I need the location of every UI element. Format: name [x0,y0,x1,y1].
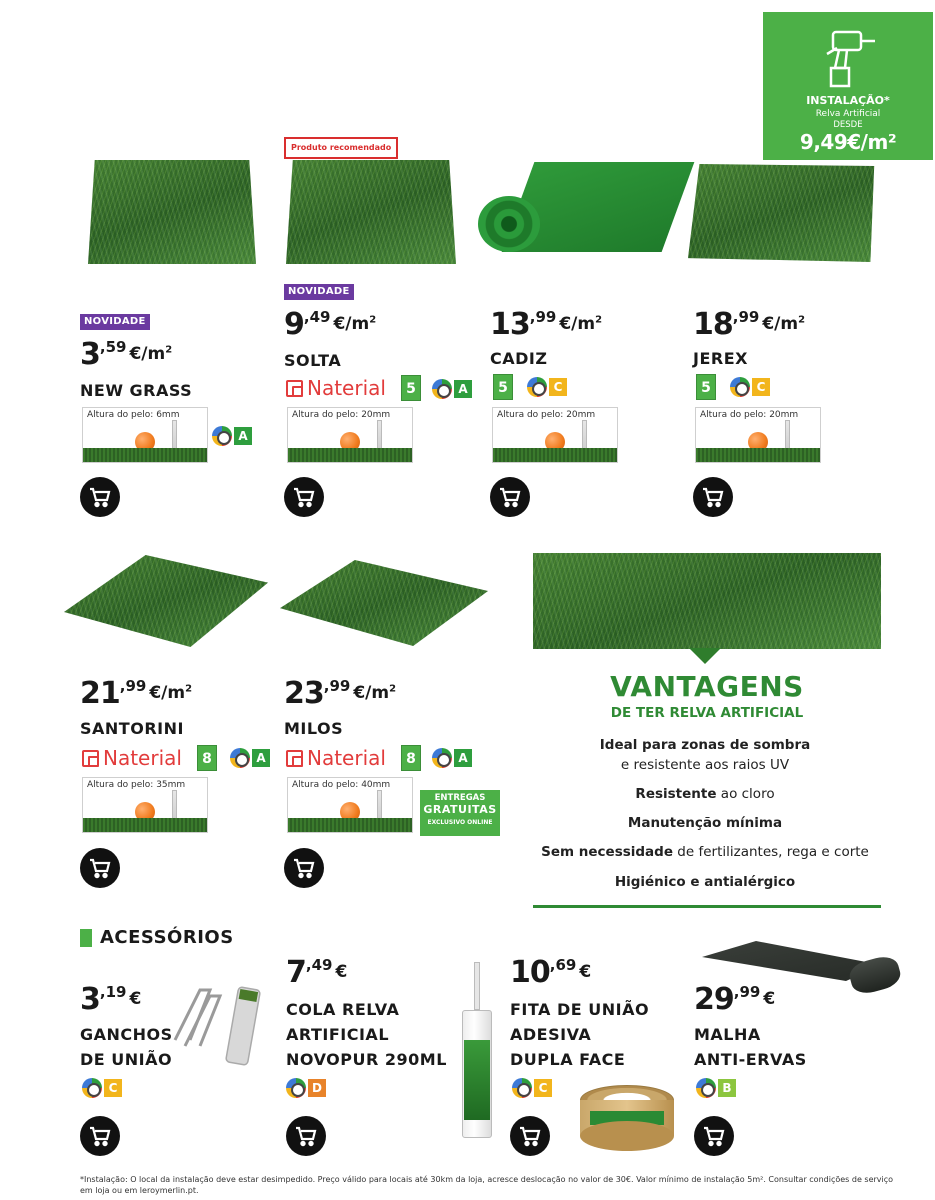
cart-icon [701,485,725,509]
cart-icon [292,856,316,880]
pile-height-box [82,407,208,463]
product-image-cadiz[interactable] [478,160,678,264]
new-badge: NOVIDADE [80,314,150,330]
advantage-item: Manutenção mínima [627,815,783,831]
cart-icon [88,1124,112,1148]
add-to-cart-button[interactable] [694,1116,734,1156]
eco-score: D [286,1078,326,1098]
eco-score-icon [432,748,452,768]
installation-subtitle: Relva Artificial [815,109,881,119]
add-to-cart-button[interactable] [284,848,324,888]
product-image-jerex[interactable] [688,164,878,262]
free-shipping-badge: ENTREGAS GRATUITAS EXCLUSIVO ONLINE [420,790,500,836]
accessory-price: 3,19 € [80,982,142,1017]
product-image-santorini[interactable] [64,555,268,647]
pile-height-box [287,407,413,463]
add-to-cart-button[interactable] [284,477,324,517]
installation-badge [763,12,933,160]
eco-score: A [432,748,472,768]
eco-score-icon [527,377,547,397]
eco-score-icon [286,1078,306,1098]
product-price: 23,99 $€/m^2$ [284,676,397,711]
warranty-years-badge: 5 [401,375,421,401]
product-name: CADIZ [490,349,548,368]
eco-score-icon [230,748,250,768]
accessory-price: 10,69 € [510,955,592,990]
advantage-item: Resistente ao cloro [635,786,775,802]
add-to-cart-button[interactable] [80,848,120,888]
recommended-badge: Produto recomendado [284,137,398,159]
naterial-logo-icon [286,750,303,767]
product-image-cola[interactable] [458,962,498,1140]
add-to-cart-button[interactable] [490,477,530,517]
warranty-years-badge: 5 [493,374,513,400]
eco-score-icon [696,1078,716,1098]
naterial-brand: Naterial [82,746,182,770]
advantages-title: VANTAGENS [610,670,804,703]
pile-height-label: Altura do pelo: 20mm [292,410,391,420]
add-to-cart-button[interactable] [286,1116,326,1156]
cart-icon [702,1124,726,1148]
product-name: JEREX [693,349,748,368]
eco-score: C [512,1078,552,1098]
add-to-cart-button[interactable] [693,477,733,517]
product-image-milos[interactable] [280,560,488,646]
product-price: 21,99 $€/m^2$ [80,676,193,711]
product-name: NEW GRASS [80,381,193,400]
cart-icon [292,485,316,509]
eco-score: A [432,379,472,399]
eco-score-icon [82,1078,102,1098]
accessory-name-line3: NOVOPUR 290ML [286,1050,447,1069]
pile-height-box [492,407,618,463]
eco-score: C [527,377,567,397]
add-to-cart-button[interactable] [510,1116,550,1156]
product-name: SANTORINI [80,719,184,738]
cart-icon [88,856,112,880]
naterial-brand: Naterial [286,376,386,400]
naterial-logo-icon [82,750,99,767]
pile-height-label: Altura do pelo: 40mm [292,780,391,790]
eco-score: B [696,1078,736,1098]
advantage-item: Sem necessidade de fertilizantes, rega e corte [541,844,869,860]
accessory-name-line3: DUPLA FACE [510,1050,626,1069]
cart-icon [518,1124,542,1148]
accessories-heading: ACESSÓRIOS [80,927,234,948]
accessory-price: 29,99 € [694,982,776,1017]
eco-score-icon [212,426,232,446]
pile-height-box [695,407,821,463]
warranty-years-badge: 8 [197,745,217,771]
eco-score: A [230,748,270,768]
accessory-name-line2: DE UNIÃO [80,1050,173,1069]
naterial-brand: Naterial [286,746,386,770]
eco-score-icon [432,379,452,399]
drill-icon [823,24,879,90]
eco-score: C [82,1078,122,1098]
footnote: *Instalação: O local da instalação deve estar desimpedido. Preço válido para locais até 30km da loja, acresce deslocação no valor de 30€. Valor mínimo de instalação 5m². Consultar condições de serviço em loja ou em leroymerlin.pt. [80,1175,894,1195]
new-badge: NOVIDADE [284,284,354,300]
warranty-years-badge: 8 [401,745,421,771]
advantage-item: Higiénico e antialérgico [614,874,796,890]
accessory-name-line2: ARTIFICIAL [286,1025,390,1044]
advantages-image [533,553,881,649]
pile-height-label: Altura do pelo: 20mm [700,410,799,420]
product-price: 3,59 $€/m^2$ [80,337,173,372]
product-name: SOLTA [284,351,342,370]
installation-title: INSTALAÇÃO* [806,94,890,107]
product-image-new-grass[interactable] [88,160,256,264]
cart-icon [498,485,522,509]
pile-height-box [287,777,413,833]
installation-price: 9,49€/m² [799,130,897,154]
accessory-name-line1: COLA RELVA [286,1000,400,1019]
product-price: 9,49 $€/m^2$ [284,307,377,342]
advantage-item: Ideal para zonas de sombra [599,737,811,753]
cart-icon [88,485,112,509]
installation-from: DESDE [833,120,863,130]
product-image-fita[interactable] [580,1085,674,1151]
product-image-solta[interactable] [286,160,456,264]
divider [533,905,881,908]
accessory-name-line1: GANCHOS [80,1025,173,1044]
accessory-price: 7,49 € [286,955,348,990]
advantage-item: e resistente aos raios UV [620,757,790,773]
advantages-subtitle: DE TER RELVA ARTIFICIAL [610,705,804,721]
add-to-cart-button[interactable] [80,477,120,517]
accessory-name-line1: FITA DE UNIÃO [510,1000,650,1019]
eco-score: C [730,377,770,397]
accessory-name-line2: ADESIVA [510,1025,592,1044]
product-name: MILOS [284,719,344,738]
eco-score: A [212,426,252,446]
warranty-years-badge: 5 [696,374,716,400]
arrow-down-icon [689,648,721,664]
eco-score-icon [730,377,750,397]
naterial-logo-icon [286,380,303,397]
product-price: 18,99 $€/m^2$ [693,307,806,342]
add-to-cart-button[interactable] [80,1116,120,1156]
eco-score-icon [512,1078,532,1098]
pile-height-label: Altura do pelo: 6mm [87,410,180,420]
product-price: 13,99 $€/m^2$ [490,307,603,342]
product-image-ganchos[interactable] [170,980,270,1070]
pile-height-box [82,777,208,833]
accessory-name-line1: MALHA [694,1025,761,1044]
pile-height-label: Altura do pelo: 35mm [87,780,186,790]
pile-height-label: Altura do pelo: 20mm [497,410,596,420]
cart-icon [294,1124,318,1148]
accessory-name-line2: ANTI-ERVAS [694,1050,807,1069]
